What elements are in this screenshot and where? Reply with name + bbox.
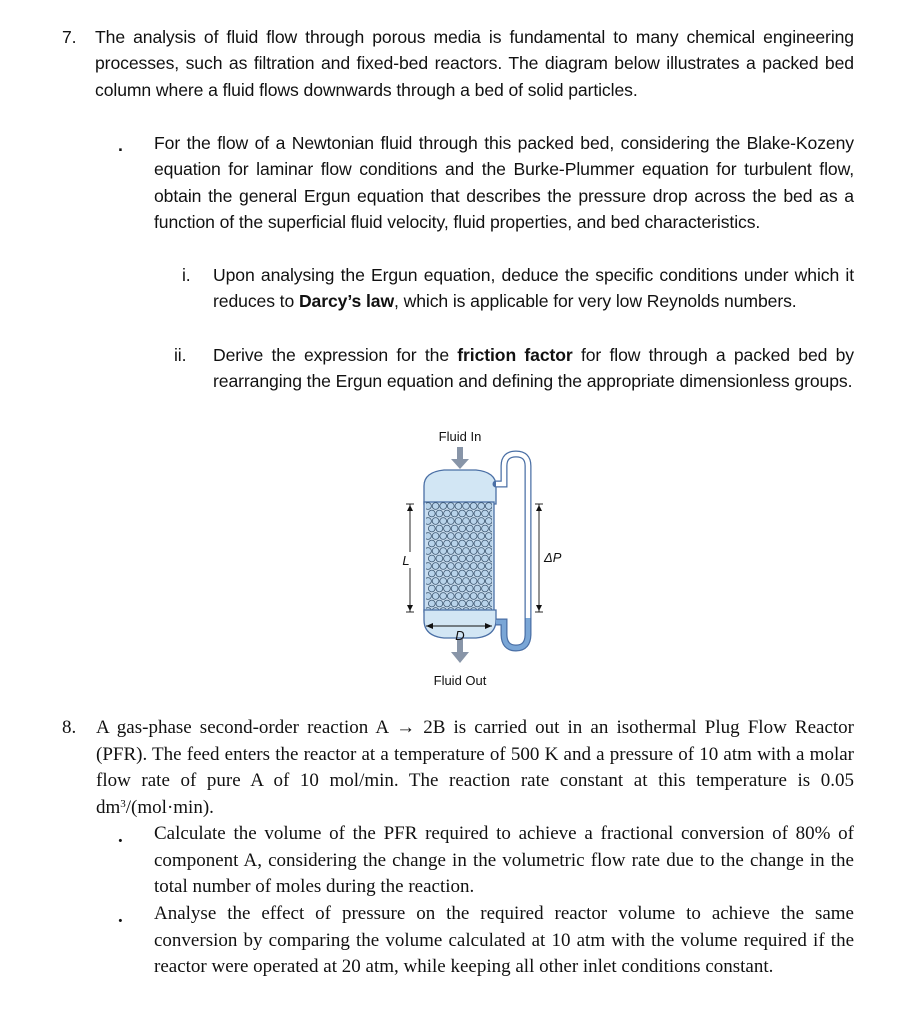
bed-particle xyxy=(470,548,477,555)
bed-particle xyxy=(440,578,447,585)
bed-particle xyxy=(444,555,451,562)
bed-particle xyxy=(436,585,443,592)
bed-particle xyxy=(466,540,473,547)
bed-particle xyxy=(455,533,462,540)
bed-particle xyxy=(463,548,470,555)
question-7-bullet-mark: . xyxy=(118,135,123,155)
question-8-intro: A gas-phase second-order reaction A → 2B is carried out in an isothermal Plug Flow Reactor (PFR). The feed enters the reactor at a temperature of 500 K and a pressure of 10 atm with a molar flow rate of pure A of 10 mol/min. The reaction rate constant at this temperature is 0.05 $dm^3/(mol\cdot\min)$. xyxy=(96,717,854,818)
bed-particle xyxy=(463,578,470,585)
bed-particle xyxy=(466,585,473,592)
fluid-in-label: Fluid In xyxy=(438,429,482,444)
question-8-bullet-2-mark: . xyxy=(118,906,123,927)
diameter-label: D xyxy=(455,628,465,643)
bed-particle xyxy=(451,555,458,562)
bed-particle xyxy=(428,525,435,532)
inlet-arrow-icon xyxy=(451,447,469,469)
question-7-intro: The analysis of fluid flow through porous media is fundamental to many chemical engineering processes, such as filtration and fixed-bed reactors. The diagram below illustrates a packed bed column where a fluid flows downwards through a bed of solid particles. xyxy=(95,27,854,100)
bed-particle xyxy=(466,600,473,607)
darcys-law-term: Darcy’s law xyxy=(298,291,395,312)
bed-particle xyxy=(447,593,454,600)
bed-particle xyxy=(432,563,439,570)
bed-particle xyxy=(478,503,485,510)
question-8-bullet-1-text: Calculate the volume of the PFR required to achieve a fractional conversion of 80% of component A, considering the change in the volumetric flow rate due to the change in the total number of moles during the reaction. xyxy=(154,823,854,897)
bed-particle xyxy=(447,563,454,570)
bed-particle xyxy=(440,518,447,525)
bed-particle xyxy=(432,593,439,600)
bed-particle xyxy=(466,525,473,532)
bed-particle xyxy=(428,570,435,577)
vessel-top-head xyxy=(424,470,496,504)
manometer xyxy=(496,454,528,648)
question-8-number: 8. xyxy=(62,717,77,738)
bed-particle xyxy=(482,585,489,592)
bed-particle xyxy=(463,593,470,600)
question-7-sub-ii-text: Derive the expression for the friction factor for flow through a packed bed by rearranging the Ergun equation and defining the appropriate dimensionless groups. xyxy=(213,345,854,392)
bed-particle xyxy=(470,533,477,540)
bed-particle xyxy=(478,593,485,600)
question-8-bullet-2-text: Analyse the effect of pressure on the required reactor volume to achieve the same conversion by comparing the volume calculated at 10 atm with the volume required if the reactor were operated at 20 atm, while keeping all other inlet conditions constant. xyxy=(154,903,854,977)
bed-particle xyxy=(451,525,458,532)
bed-particle xyxy=(482,555,489,562)
bed-particle xyxy=(444,585,451,592)
bed-particle xyxy=(432,503,439,510)
bed-particle xyxy=(485,533,492,540)
bed-particle xyxy=(470,563,477,570)
bed-particle xyxy=(447,533,454,540)
packed-bed-diagram xyxy=(380,422,580,692)
bed-particle xyxy=(474,585,481,592)
bed-particle xyxy=(455,503,462,510)
bed-particle xyxy=(478,518,485,525)
bed-particle xyxy=(478,563,485,570)
question-7-number: 7. xyxy=(62,27,77,47)
bed-particle xyxy=(447,578,454,585)
bed-particle xyxy=(474,555,481,562)
bed-particle xyxy=(432,518,439,525)
bed-particle xyxy=(459,540,466,547)
bed-particle xyxy=(451,540,458,547)
bed-particle xyxy=(485,578,492,585)
bed-particle xyxy=(459,510,466,517)
bed-particle xyxy=(478,578,485,585)
bed-particle xyxy=(485,593,492,600)
bed-particle xyxy=(466,570,473,577)
bed-particle xyxy=(455,563,462,570)
bed-particle xyxy=(459,585,466,592)
fluid-out-label: Fluid Out xyxy=(433,673,487,688)
length-label: L xyxy=(402,553,410,568)
bed-particle xyxy=(470,503,477,510)
bed-particle xyxy=(485,563,492,570)
bed-particle xyxy=(451,510,458,517)
bed-particle xyxy=(436,540,443,547)
question-7-sub-i-text: Upon analysing the Ergun equation, deduce the specific conditions under which it reduces to Darcy’s law, which is applicable for very low Reynolds numbers. xyxy=(213,265,854,312)
bed-particle xyxy=(485,548,492,555)
bed-particle xyxy=(485,503,492,510)
bed-particle xyxy=(451,600,458,607)
bed-particle xyxy=(459,525,466,532)
bed-particle xyxy=(444,570,451,577)
bed-particle xyxy=(432,533,439,540)
bed-particle xyxy=(447,503,454,510)
bed-particle xyxy=(474,540,481,547)
bed-particle xyxy=(436,555,443,562)
question-8-bullet-1-mark: . xyxy=(118,826,123,847)
bed-particle xyxy=(459,555,466,562)
question-7-sub-ii-mark: ii. xyxy=(174,345,187,365)
bed-particle xyxy=(432,578,439,585)
bed-particle xyxy=(478,533,485,540)
bed-particle xyxy=(470,593,477,600)
bed-particle xyxy=(482,600,489,607)
bed-particle xyxy=(474,570,481,577)
bed-particle xyxy=(447,548,454,555)
bed-particle xyxy=(455,593,462,600)
bed-particle xyxy=(485,518,492,525)
bed-particle xyxy=(440,533,447,540)
bed-particle xyxy=(463,563,470,570)
bed-particle xyxy=(482,570,489,577)
bed-particle xyxy=(428,600,435,607)
bed-particle xyxy=(428,585,435,592)
bed-particle xyxy=(470,518,477,525)
bed-particle xyxy=(440,503,447,510)
bed-particle xyxy=(455,578,462,585)
bed-particle xyxy=(451,585,458,592)
pressure-drop-label: ΔP xyxy=(544,550,562,565)
bed-particle xyxy=(463,503,470,510)
question-7-bullet-text: For the flow of a Newtonian fluid through this packed bed, considering the Blake-Kozeny equation for laminar flow conditions and the Burke-Plummer equation for turbulent flow, obtain the general Ergun equation that describes the pressure drop across the bed as a function of the superficial fluid velocity, fluid properties, and bed characteristics. xyxy=(154,133,854,233)
bed-particle xyxy=(444,510,451,517)
bed-particle xyxy=(459,600,466,607)
bed-particle xyxy=(478,548,485,555)
bed-particle xyxy=(451,570,458,577)
bed-particle xyxy=(459,570,466,577)
pressure-drop-dimension xyxy=(535,504,562,612)
bed-particle xyxy=(436,510,443,517)
bed-particle xyxy=(447,518,454,525)
bed-particle xyxy=(482,510,489,517)
bed-particle xyxy=(440,563,447,570)
bed-particle xyxy=(436,570,443,577)
bed-particle xyxy=(444,600,451,607)
bed-particle xyxy=(482,540,489,547)
bed-particle xyxy=(463,533,470,540)
bed-particle xyxy=(455,518,462,525)
bed-particle xyxy=(466,555,473,562)
bed-particle xyxy=(444,540,451,547)
bed-particle xyxy=(470,578,477,585)
bed-particle xyxy=(455,548,462,555)
bed-particle xyxy=(474,510,481,517)
bed-particle xyxy=(474,525,481,532)
bed-particle xyxy=(436,525,443,532)
bed-particle xyxy=(440,548,447,555)
bed-particle xyxy=(444,525,451,532)
question-7-sub-i-mark: i. xyxy=(182,265,191,285)
bed-particle xyxy=(440,593,447,600)
bed-particle xyxy=(482,525,489,532)
bed-particle xyxy=(436,600,443,607)
friction-factor-term: friction factor xyxy=(457,345,573,365)
bed-particle xyxy=(432,548,439,555)
bed-particle xyxy=(474,600,481,607)
bed-particle xyxy=(428,555,435,562)
bed-particle xyxy=(466,510,473,517)
length-dimension xyxy=(400,504,420,612)
bed-particle xyxy=(428,540,435,547)
bed-particle xyxy=(428,510,435,517)
bed-particle xyxy=(463,518,470,525)
